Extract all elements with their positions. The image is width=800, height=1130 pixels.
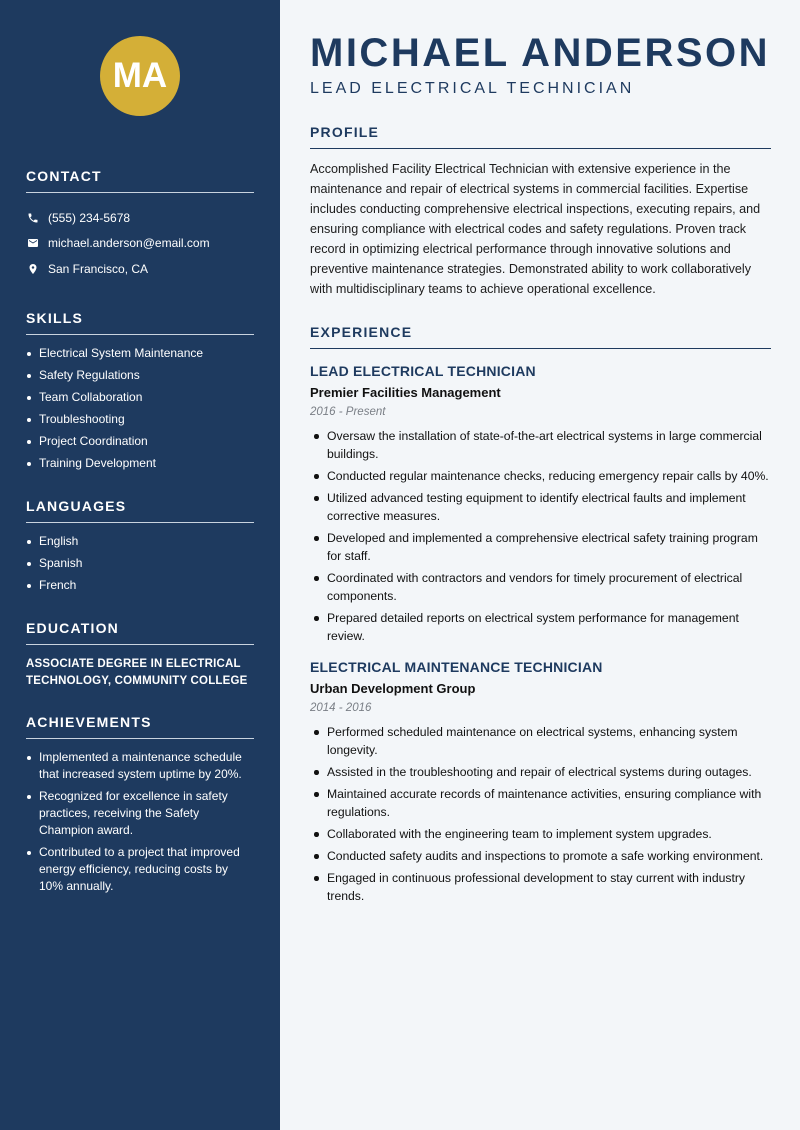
job-entry bbox=[310, 363, 771, 645]
sidebar bbox=[0, 0, 280, 1130]
achievements-list bbox=[26, 749, 254, 895]
contact-email bbox=[26, 231, 254, 257]
job-bullet: Performed scheduled maintenance on electrical systems, enhancing system longevity. bbox=[310, 723, 771, 759]
job-bullet: Maintained accurate records of maintenance activities, ensuring compliance with regulations. bbox=[310, 785, 771, 821]
languages-section bbox=[26, 498, 254, 594]
achievement-item: Contributed to a project that improved energy efficiency, reducing costs by 10% annually. bbox=[26, 844, 254, 895]
job-bullet: Conducted safety audits and inspections to promote a safe working environment. bbox=[310, 847, 771, 865]
language-item: Spanish bbox=[26, 555, 254, 572]
job-dates: 2014 - 2016 bbox=[310, 702, 372, 714]
skill-item: Safety Regulations bbox=[26, 367, 254, 384]
education-heading: EDUCATION bbox=[26, 620, 254, 645]
profile-text: Accomplished Facility Electrical Technician with extensive experience in the maintenance and repair of electrical systems in commercial facilities. Expertise includes conducting comprehensive electrical inspections, executing repairs, and ensuring compliance with electrical codes and safety regulations. Proven track record in optimizing electrical performance through innovative solutions and preventive maintenance strategies. Demonstrated ability to work collaboratively with multidisciplinary teams to achieve operational excellence. bbox=[310, 162, 761, 296]
contact-location-text: San Francisco, CA bbox=[48, 261, 149, 276]
avatar-initials: MA bbox=[112, 56, 168, 95]
achievement-item: Implemented a maintenance schedule that increased system uptime by 20%. bbox=[26, 749, 254, 783]
achievements-heading: ACHIEVEMENTS bbox=[26, 714, 254, 739]
education-section bbox=[26, 620, 254, 690]
language-item: English bbox=[26, 533, 254, 550]
skill-item: Team Collaboration bbox=[26, 389, 254, 406]
language-item: French bbox=[26, 577, 254, 594]
languages-list bbox=[26, 533, 254, 594]
job-bullets bbox=[310, 723, 771, 905]
job-company: Urban Development Group bbox=[310, 681, 476, 696]
job-bullet: Engaged in continuous professional development to stay current with industry trends. bbox=[310, 869, 771, 905]
main-content bbox=[280, 0, 800, 1130]
location-pin-icon bbox=[26, 262, 40, 276]
contact-phone bbox=[26, 205, 254, 231]
education-degree: ASSOCIATE DEGREE IN ELECTRICAL TECHNOLOGY, COMMUNITY COLLEGE bbox=[26, 657, 248, 687]
candidate-title: LEAD ELECTRICAL TECHNICIAN bbox=[310, 80, 635, 97]
achievement-item: Recognized for excellence in safety practices, receiving the Safety Champion award. bbox=[26, 788, 254, 839]
job-company: Premier Facilities Management bbox=[310, 385, 501, 400]
skill-item: Troubleshooting bbox=[26, 411, 254, 428]
job-bullets bbox=[310, 427, 771, 645]
skills-heading: SKILLS bbox=[26, 310, 254, 335]
contact-list bbox=[26, 205, 254, 282]
job-bullet: Conducted regular maintenance checks, reducing emergency repair calls by 40%. bbox=[310, 467, 771, 485]
contact-location bbox=[26, 256, 254, 282]
job-title: LEAD ELECTRICAL TECHNICIAN bbox=[310, 363, 536, 379]
candidate-name: MICHAEL ANDERSON bbox=[310, 31, 771, 75]
job-entry bbox=[310, 659, 771, 905]
avatar bbox=[100, 36, 180, 116]
skill-item: Training Development bbox=[26, 455, 254, 472]
contact-section bbox=[26, 168, 254, 282]
contact-email-text: michael.anderson@email.com bbox=[48, 236, 210, 251]
job-title: ELECTRICAL MAINTENANCE TECHNICIAN bbox=[310, 659, 603, 675]
job-dates: 2016 - Present bbox=[310, 406, 386, 418]
job-bullet: Coordinated with contractors and vendors for timely procurement of electrical components. bbox=[310, 569, 771, 605]
job-bullet: Oversaw the installation of state-of-the-art electrical systems in large commercial buildings. bbox=[310, 427, 771, 463]
job-bullet: Assisted in the troubleshooting and repair of electrical systems during outages. bbox=[310, 763, 771, 781]
skills-list bbox=[26, 345, 254, 472]
job-bullet: Collaborated with the engineering team to implement system upgrades. bbox=[310, 825, 771, 843]
experience-section bbox=[310, 324, 771, 905]
experience-heading: EXPERIENCE bbox=[310, 324, 771, 349]
email-icon bbox=[26, 236, 40, 250]
profile-section bbox=[310, 124, 771, 299]
profile-heading: PROFILE bbox=[310, 124, 771, 149]
phone-icon bbox=[26, 211, 40, 225]
achievements-section bbox=[26, 714, 254, 895]
skills-section bbox=[26, 310, 254, 472]
job-bullet: Utilized advanced testing equipment to identify electrical faults and implement corrective measures. bbox=[310, 489, 771, 525]
languages-heading: LANGUAGES bbox=[26, 498, 254, 523]
contact-phone-text: (555) 234-5678 bbox=[48, 210, 131, 225]
job-bullet: Developed and implemented a comprehensive electrical safety training program for staff. bbox=[310, 529, 771, 565]
skill-item: Project Coordination bbox=[26, 433, 254, 450]
contact-heading: CONTACT bbox=[26, 168, 254, 193]
job-bullet: Prepared detailed reports on electrical system performance for management review. bbox=[310, 609, 771, 645]
skill-item: Electrical System Maintenance bbox=[26, 345, 254, 362]
